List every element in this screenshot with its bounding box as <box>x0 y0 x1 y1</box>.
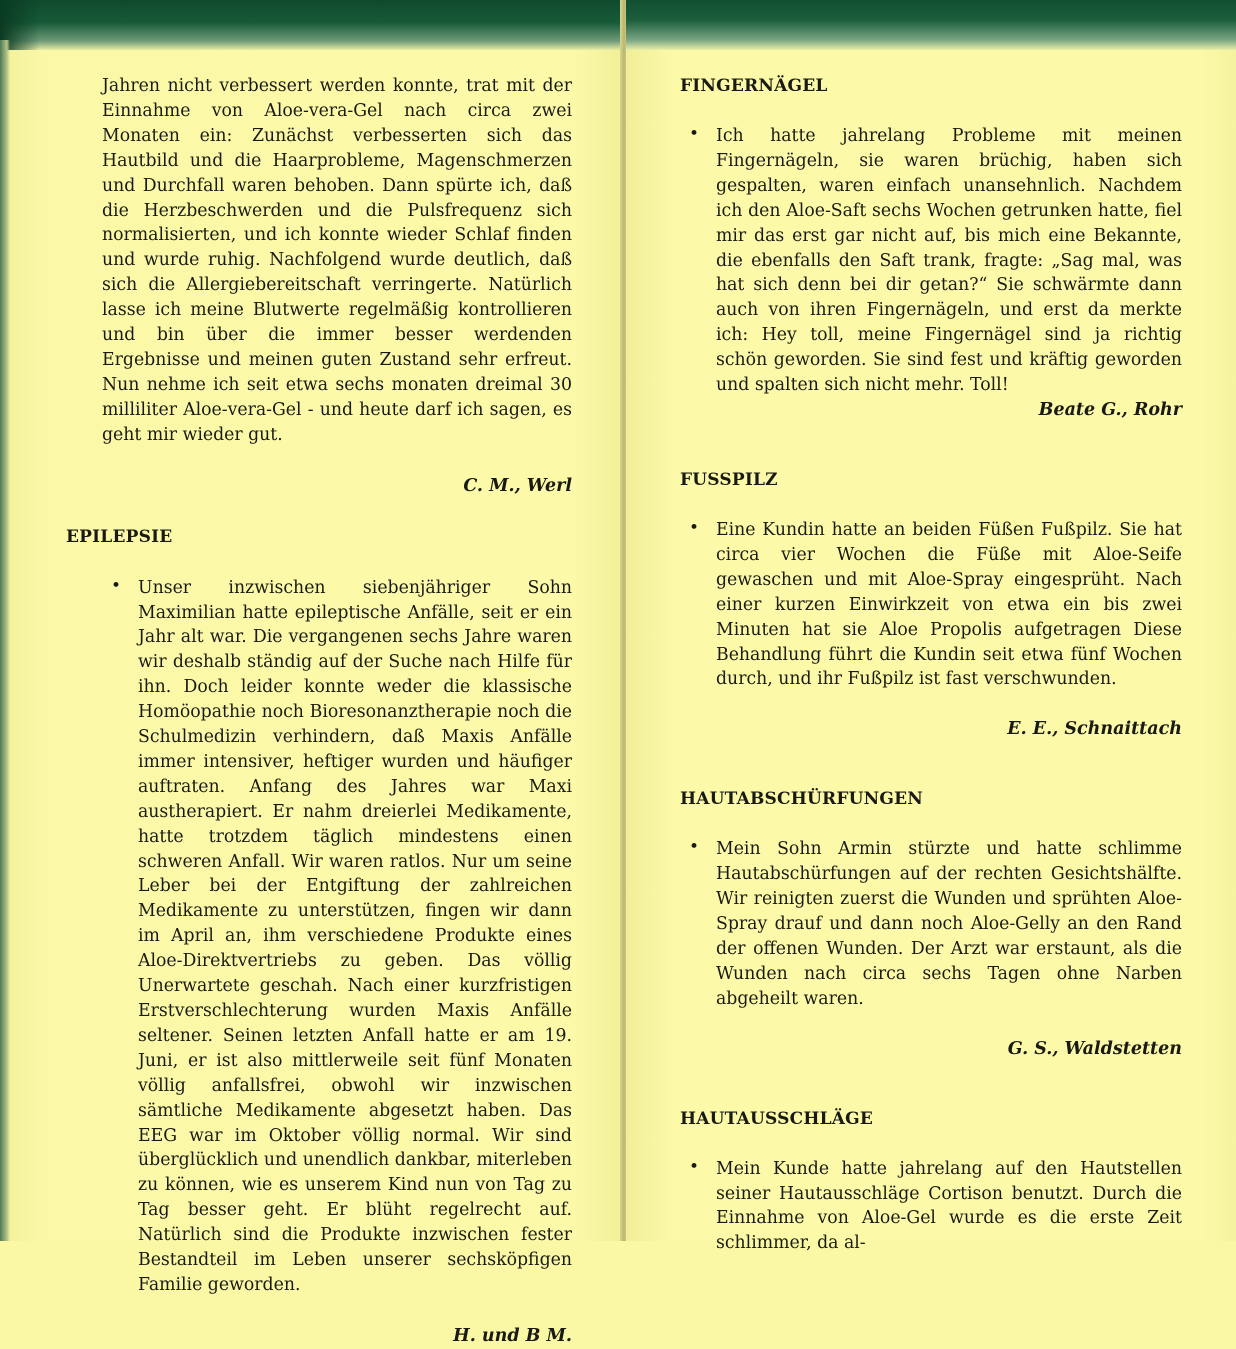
testimonial-text: Eine Kundin hatte an beiden Füßen Fußpilz. Sie hat circa vier Wochen die Füße mit Aloe-Seife gewaschen und mit Aloe-Spray eingesprüht. Nach einer kurzen Einwirkzeit von etwa ein bis zwei Minuten hat sie Aloe Propolis aufgetragen Diese Behandlung führt die Kundin seit etwa fünf Wochen durch, und ihr Fußpilz ist fast verschwunden. <box>716 519 1182 690</box>
testimonial-signature: E. E., Schnaittach <box>1007 719 1182 740</box>
left-header-band <box>0 0 622 50</box>
bullet-marker: • <box>689 1156 700 1177</box>
testimonial-fingernaegel <box>680 124 1182 398</box>
bullet-marker: • <box>689 837 700 858</box>
testimonial-text: Mein Sohn Armin stürzte und hatte schlimme Hautabschürfungen auf der rechten Gesichtshälfte. Wir reinigten zuerst die Wunden und sprühten Aloe-Spray drauf und dann noch Aloe-Gelly an den Rand der offenen Wunden. Der Arzt war erstaunt, als die Wunden nach circa sechs Tagen ohne Narben abgeheilt waren. <box>716 839 1182 1009</box>
left-text-column <box>66 74 572 1349</box>
testimonial-epilepsie <box>102 576 572 1298</box>
section-heading-fusspilz: FUSSPILZ <box>680 469 778 490</box>
bullet-marker: • <box>111 575 122 596</box>
testimonial-text: Unser inzwischen siebenjähriger Sohn Maximilian hatte epileptische Anfälle, seit er ein Jahr alt war. Die vergangenen sechs Jahre waren wir deshalb ständig auf der Suche nach Hilfe für ihn. Doch leider konnte weder die klassische Homöopathie noch Bioresonanztherapie noch die Schulmedizin verhindern, daß Maxis Anfälle immer intensiver, heftiger wurden und häufiger auftraten. Anfang des Jahres war Maxi austherapiert. Er nahm dreierlei Medikamente, hatte trotzdem täglich mindestens einen schweren Anfall. Wir waren ratlos. Nur um seine Leber bei der Entgiftung der zahlreichen Medikamente zu unterstützen, fingen wir dann im April an, ihm verschiedene Produkte eines Aloe-Direktvertriebs zu geben. Das völlig Unerwartete geschah. Nach einer kurzfristigen Erstverschlechterung wurden Maxis Anfälle seltener. Seinen letzten Anfall hatte er am 19. Juni, er ist also mittlerweile seit fünf Monaten völlig anfallsfrei, obwohl wir inzwischen sämtliche Medikamente abgesetzt haben. Das EEG war im Oktober völlig normal. Wir sind überglücklich und unendlich dankbar, miterleben zu können, wie es unserem Kind nun von Tag zu Tag besser geht. Er blüht regelrecht auf. Natürlich sind die Produkte inzwischen fester Bestandteil im Leben unserer sechsköpfigen Familie geworden. <box>138 577 572 1295</box>
intro-signature: C. M., Werl <box>463 475 572 496</box>
testimonial-signature: Beate G., Rohr <box>1038 399 1182 420</box>
testimonial-hautausschlaege <box>680 1157 1182 1257</box>
right-text-column <box>680 74 1182 1256</box>
section-heading-hautabschuerfungen: HAUTABSCHÜRFUNGEN <box>680 789 924 810</box>
bullet-marker: • <box>689 517 700 538</box>
testimonial-signature: H. und B M. <box>453 1325 572 1346</box>
bullet-marker: • <box>689 124 700 144</box>
testimonial-text: Ich hatte jahrelang Probleme mit meinen Fingernägeln, sie waren brüchig, haben sich gespalten, waren einfach unansehnlich. Nachdem ich den Aloe-Saft sechs Wochen getrunken hatte, fiel mir das erst gar nicht auf, bis mich eine Bekannte, die ebenfalls den Saft trank, fragte: „Sag mal, was hat sich denn bei dir getan?“ Sie schwärmte dann auch von ihren Fingernägeln, und erst da merkte ich: Hey toll, meine Fingernägel sind ja richtig schön geworden. Sie sind fest und kräftig geworden und spalten sich nicht mehr. Toll! <box>716 126 1182 396</box>
right-header-band <box>626 0 1236 50</box>
testimonial-text: Mein Kunde hatte jahrelang auf den Hautstellen seiner Hautausschläge Cortison benutzt. Durch die Einnahme von Aloe-Gel wurde es die erste Zeit schlimmer, da al- <box>716 1158 1182 1254</box>
section-heading-fingernaegel: FINGERNÄGEL <box>680 76 828 96</box>
intro-paragraph: Jahren nicht verbessert werden konnte, trat mit der Einnahme von Aloe-vera-Gel nach circa zwei Monaten ein: Zunächst verbesserten sich das Hautbild und die Haarprobleme, Magenschmerzen und Durchfall waren behoben. Dann spürte ich, daß die Herzbeschwerden und die Pulsfrequenz sich normalisierten, und ich konnte wieder Schlaf finden und wurde ruhig. Nachfolgend wurde deutlich, daß sich die Allergiebereitschaft verringerte. Natürlich lasse ich meine Blutwerte regelmäßig kontrollieren und bin über die immer besser werdenden Ergebnisse und meinen guten Zustand sehr erfreut. Nun nehme ich seit etwa sechs monaten dreimal 30 milliliter Aloe-vera-Gel - und heute darf ich sagen, es geht mir wieder gut. <box>102 76 572 445</box>
testimonial-fusspilz <box>680 518 1182 692</box>
section-heading-epilepsie: EPILEPSIE <box>66 526 173 547</box>
section-heading-hautausschlaege: HAUTAUSSCHLÄGE <box>680 1108 874 1129</box>
testimonial-hautabschuerfungen <box>680 837 1182 1011</box>
left-page-edge <box>0 40 10 1241</box>
testimonial-signature: G. S., Waldstetten <box>1007 1038 1182 1059</box>
